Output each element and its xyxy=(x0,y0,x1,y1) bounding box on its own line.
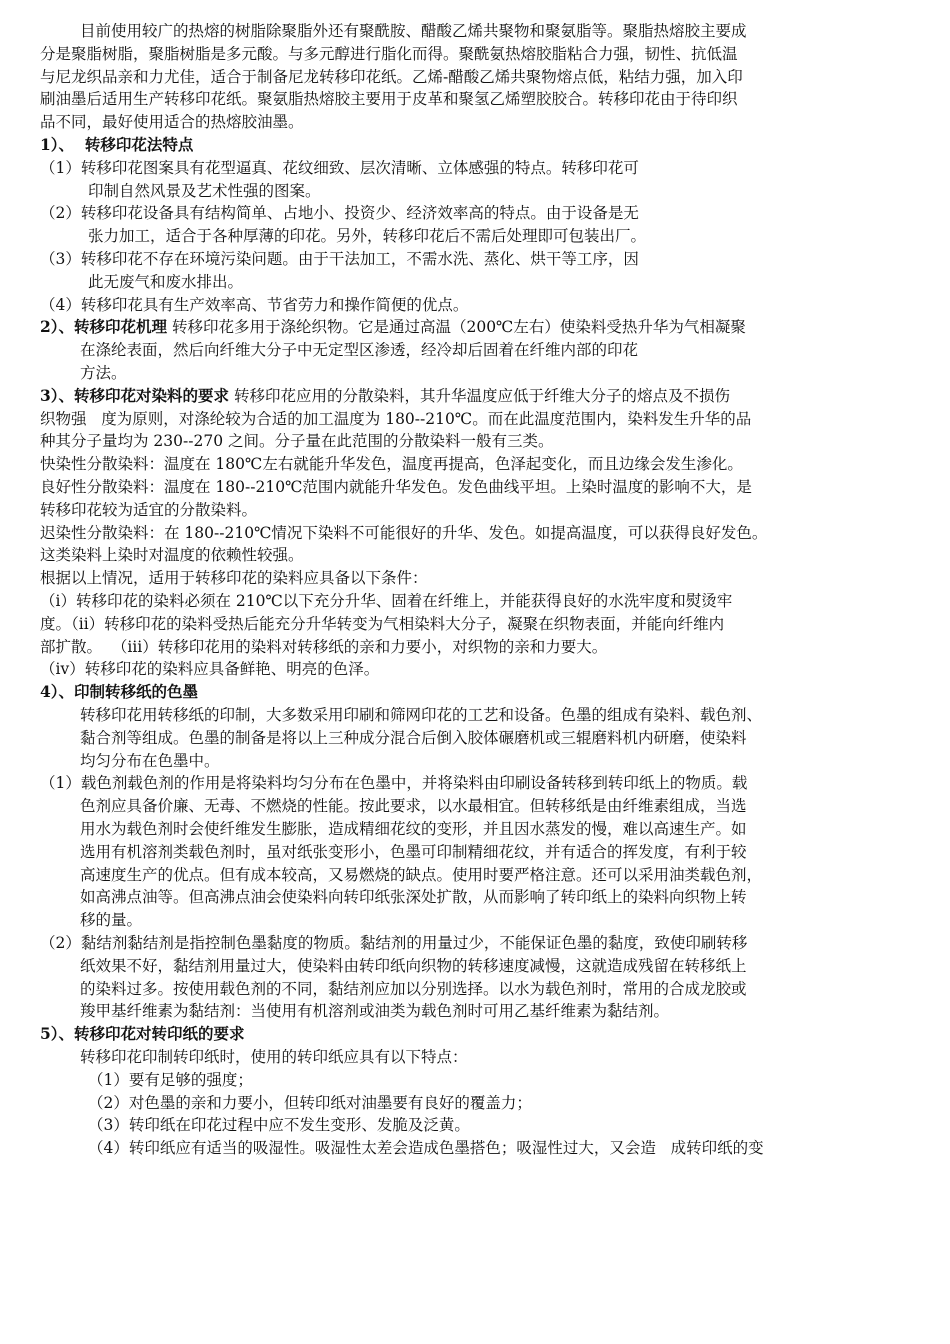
intro-line-1: 目前使用较广的热熔的树脂除聚脂外还有聚酰胺、醋酸乙烯共聚物和聚氨脂等。聚脂热熔胶主要成 xyxy=(80,22,747,40)
list-item-3-cont: 此无废气和废水排出。 xyxy=(88,273,244,291)
condition-ii: 度。（ⅱ）转移印花的染料受热后能充分升华转变为气相染料大分子，凝聚在织物表面，并能向纤维内 xyxy=(40,615,725,633)
paper-req-1: （1）要有足够的强度； xyxy=(88,1071,253,1089)
section-3-cont-1: 织物强 度为原则，对涤纶较为合适的加工温度为 180--210℃。而在此温度范围内，染料发生升华的品 xyxy=(40,410,752,428)
paper-req-2: （2）对色墨的亲和力要小，但转印纸对油墨要有良好的覆盖力； xyxy=(88,1094,532,1112)
binder-cont-3: 羧甲基纤维素为黏结剂：当使用有机溶剂或油类为载色剂时可用乙基纤维素为黏结剂。 xyxy=(80,1002,670,1020)
list-item-2: （2）转移印花设备具有结构简单、占地小、投资少、经济效率高的特点。由于设备是无 xyxy=(40,204,639,222)
intro-line-2: 分是聚脂树脂，聚脂树脂是多元酸。与多元醇进行脂化而得。聚酰氨热熔胶脂粘合力强，韧性、抗低温 xyxy=(40,45,738,63)
binder-cont-1: 纸效果不好，黏结剂用量过大，使染料由转印纸向织物的转移速度减慢，这就造成残留在转移纸上 xyxy=(80,957,747,975)
section-5-heading: 5）、转移印花对转印纸的要求 xyxy=(40,1024,245,1043)
section-4-text-2: 黏合剂等组成。色墨的制备是将以上三种成分混合后倒入胶体碾磨机或三辊磨料机内研磨，使染料 xyxy=(80,729,747,747)
good-dye-line: 良好性分散染料：温度在 180--210℃范围内就能升华发色。发色曲线平坦。上染时温度的影响不大，是 xyxy=(40,478,752,496)
paper-req-4: （4）转印纸应有适当的吸湿性。吸湿性太差会造成色墨搭色；吸湿性过大，又会造 成转印纸的变 xyxy=(88,1139,764,1157)
paper-req-3: （3）转印纸在印花过程中应不发生变形、发脆及泛黄。 xyxy=(88,1116,470,1134)
section-2-cont-2: 方法。 xyxy=(80,364,127,382)
section-1-heading: 1）、 转移印花法特点 xyxy=(40,135,194,154)
list-item-2-cont: 张力加工，适合于各种厚薄的印花。另外，转移印花后不需后处理即可包装出厂。 xyxy=(88,227,647,245)
intro-line-3: 与尼龙织品亲和力尤佳，适合于制备尼龙转移印花纸。乙烯-醋酸乙烯共聚物熔点低，粘结力强，加入印 xyxy=(40,68,743,86)
carrier-cont-5: 如高沸点油等。但高沸点油会使染料向转印纸张深处扩散，从而影响了转印纸上的染料向织物上转 xyxy=(80,888,747,906)
section-4-text-1: 转移印花用转移纸的印制，大多数采用印刷和筛网印花的工艺和设备。色墨的组成有染料、载色剂、 xyxy=(80,706,763,724)
section-2-cont-1: 在涤纶表面，然后向纤维大分子中无定型区渗透，经冷却后固着在纤维内部的印花 xyxy=(80,341,639,359)
section-2-line xyxy=(40,316,746,339)
carrier-cont-1: 色剂应具备价廉、无毒、不燃烧的性能。按此要求，以水最相宜。但转移纸是由纤维素组成，当选 xyxy=(80,797,747,815)
intro-line-4: 刷油墨后适用生产转移印花纸。聚氨脂热熔胶主要用于皮革和聚氢乙烯塑胶胶合。转移印花由于待印织 xyxy=(40,90,738,108)
carrier-cont-2: 用水为载色剂时会使纤维发生膨胀，造成精细花纹的变形，并且因水蒸发的慢，难以高速生产。如 xyxy=(80,820,747,838)
section-2-heading: 2）、转移印花机理 xyxy=(40,317,168,336)
good-dye-cont: 转移印花较为适宜的分散染料。 xyxy=(40,501,258,519)
section-3-text: 转移印花应用的分散染料，其升华温度应低于纤维大分子的熔点及不损伤 xyxy=(229,387,730,405)
list-item-1-cont: 印制自然风景及艺术性强的图案。 xyxy=(88,182,321,200)
condition-iii: 部扩散。 （ⅲ）转移印花用的染料对转移纸的亲和力要小，对织物的亲和力要大。 xyxy=(40,638,608,656)
slow-dye-cont: 这类染料上染时对温度的依赖性较强。 xyxy=(40,546,304,564)
section-4-text-3: 均匀分布在色墨中。 xyxy=(80,752,220,770)
intro-line-5: 品不同，最好使用适合的热熔胶油墨。 xyxy=(40,113,304,131)
section-5-text: 转移印花印制转印纸时，使用的转印纸应具有以下特点： xyxy=(80,1048,468,1066)
section-2-text: 转移印花多用于涤纶织物。它是通过高温（200℃左右）使染料受热升华为气相凝聚 xyxy=(167,318,746,336)
section-3-heading: 3）、转移印花对染料的要求 xyxy=(40,386,230,405)
condition-iv: （ⅳ）转移印花的染料应具备鲜艳、明亮的色泽。 xyxy=(40,660,380,678)
carrier-cont-3: 选用有机溶剂类载色剂时，虽对纸张变形小，色墨可印制精细花纹，并有适合的挥发度，有利于较 xyxy=(80,843,747,861)
binder-cont-2: 的染料过多。按使用载色剂的不同，黏结剂应加以分别选择。以水为载色剂时，常用的合成龙胶或 xyxy=(80,980,747,998)
carrier-item: （1）载色剂载色剂的作用是将染料均匀分布在色墨中，并将染料由印刷设备转移到转印纸上的物质。载 xyxy=(40,774,748,792)
fast-dye-line: 快染性分散染料：温度在 180℃左右就能升华发色，温度再提高，色泽起变化，而且边缘会发生渗化。 xyxy=(40,455,743,473)
conditions-intro: 根据以上情况，适用于转移印花的染料应具备以下条件： xyxy=(40,569,428,587)
section-3-cont-2: 种其分子量均为 230--270 之间。分子量在此范围的分散染料一般有三类。 xyxy=(40,432,554,450)
list-item-4: （4）转移印花具有生产效率高、节省劳力和操作简便的优点。 xyxy=(40,296,469,314)
carrier-cont-6: 移的量。 xyxy=(80,911,143,929)
list-item-3: （3）转移印花不存在环境污染问题。由于干法加工，不需水洗、蒸化、烘干等工序，因 xyxy=(40,250,639,268)
binder-item: （2）黏结剂黏结剂是指控制色墨黏度的物质。黏结剂的用量过少，不能保证色墨的黏度，致使印刷转移 xyxy=(40,934,748,952)
list-item-1: （1）转移印花图案具有花型逼真、花纹细致、层次清晰、立体感强的特点。转移印花可 xyxy=(40,159,639,177)
condition-i: （ⅰ）转移印花的染料必须在 210℃以下充分升华、固着在纤维上，并能获得良好的水洗牢度和熨烫牢 xyxy=(40,592,733,610)
slow-dye-line: 迟染性分散染料：在 180--210℃情况下染料不可能很好的升华、发色。如提高温度，可以获得良好发色。 xyxy=(40,524,768,542)
section-3-line xyxy=(40,385,730,408)
section-4-heading: 4）、印制转移纸的色墨 xyxy=(40,682,199,701)
carrier-cont-4: 高速度生产的优点。但有成本较高，又易燃烧的缺点。使用时要严格注意。还可以采用油类载色剂， xyxy=(80,866,763,884)
